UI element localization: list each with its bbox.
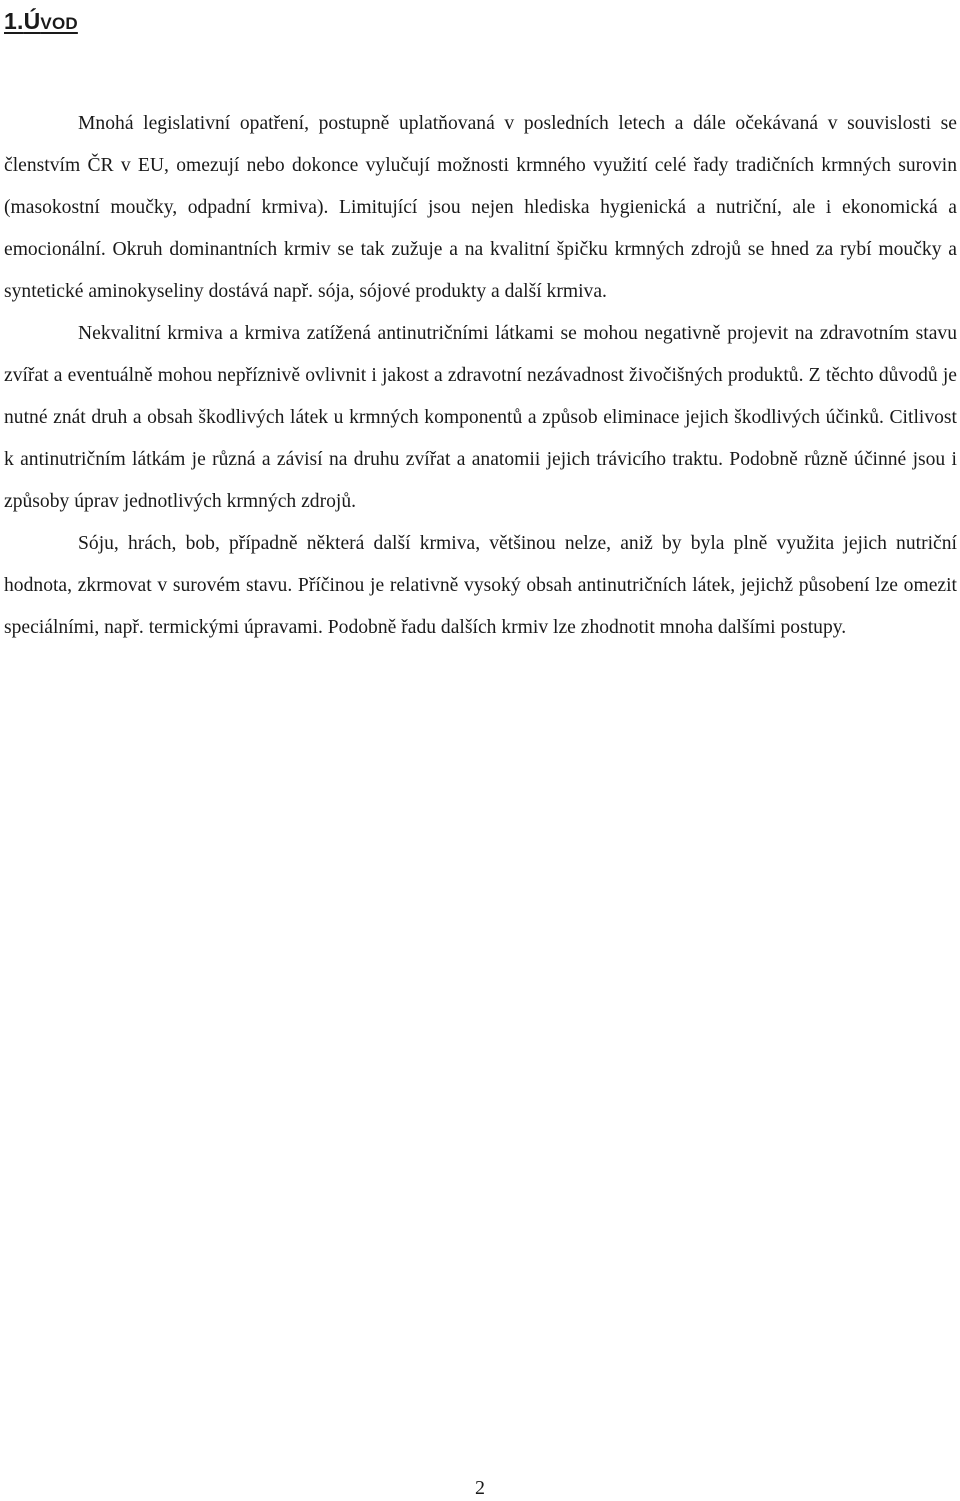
paragraph-1: Mnohá legislativní opatření, postupně uplatňovaná v posledních letech a dále očekávaná v souvislosti se členstvím ČR v EU, omezují nebo dokonce vylučují možnosti krmného využití celé řady tradičních krmných surovin (masokostní moučky, odpadní krmiva). Limitující jsou nejen hlediska hygienická a nutriční, ale i ekonomická a emocionální. Okruh dominantních krmiv se tak zužuje a na kvalitní špičku krmných zdrojů se hned za rybí moučky a syntetické aminokyseliny dostává např. sója, sójové produkty a další krmiva. — [4, 113, 957, 302]
paragraph-3: Sóju, hrách, bob, případně některá další krmiva, většinou nelze, aniž by byla plně využita jejich nutriční hodnota, zkrmovat v surovém stavu. Příčinou je relativně vysoký obsah antinutričních látek, jejichž působení lze omezit speciálními, např. termickými úpravami. Podobně řadu dalších krmiv lze zhodnotit mnoha dalšími postupy. — [4, 533, 957, 638]
paragraph-2: Nekvalitní krmiva a krmiva zatížená antinutričními látkami se mohou negativně projevit na zdravotním stavu zvířat a eventuálně mohou nepříznivě ovlivnit i jakost a zdravotní nezávadnost živočišných produktů. Z těchto důvodů je nutné znát druh a obsah škodlivých látek u krmných komponentů a způsob eliminace jejich škodlivých účinků. Citlivost k antinutričním látkám je různá a závisí na druhu zvířat a anatomii jejich trávicího traktu. Podobně různě účinné jsou i způsoby úprav jednotlivých krmných zdrojů. — [4, 323, 957, 512]
chapter-heading — [4, 6, 78, 39]
heading-rest: VOD — [40, 14, 78, 33]
heading-number: 1. — [4, 8, 24, 34]
body-text — [4, 103, 957, 649]
heading-first-letter: Ú — [23, 8, 41, 34]
page-number: 2 — [475, 1477, 485, 1499]
